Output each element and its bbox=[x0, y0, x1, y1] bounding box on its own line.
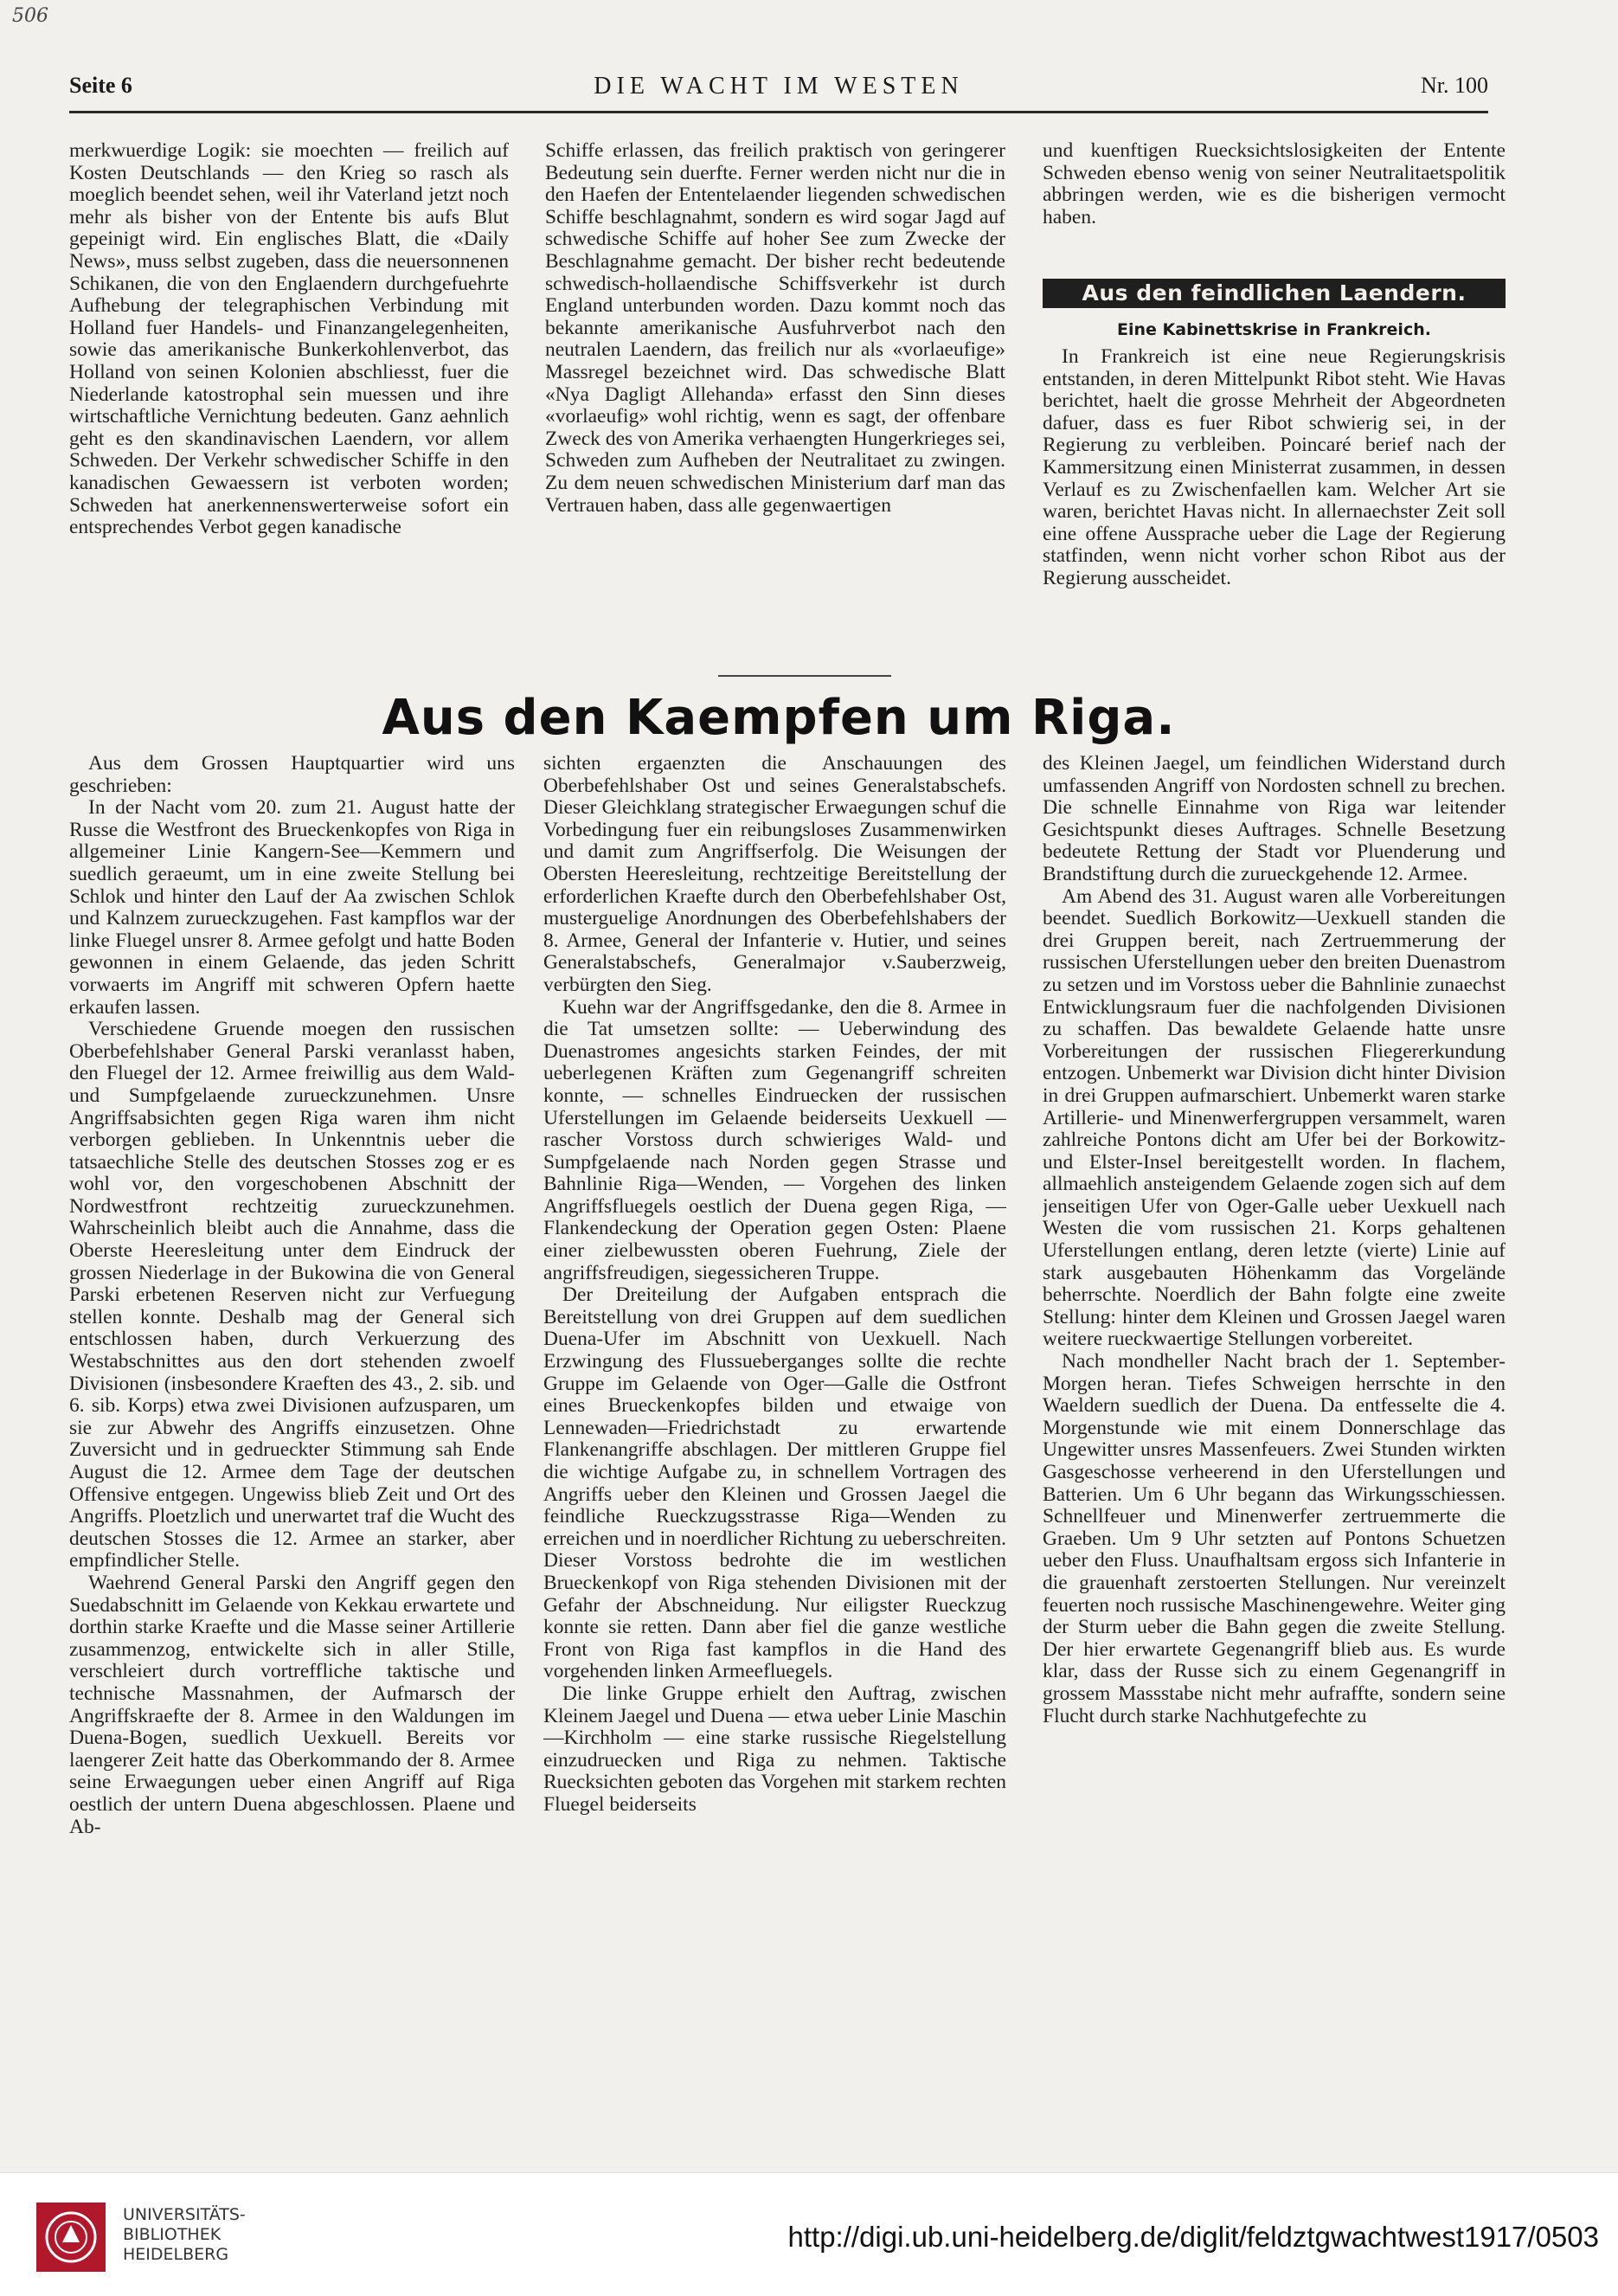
library-name-line: UNIVERSITÄTS- bbox=[123, 2205, 246, 2224]
paragraph: Der Dreiteilung der Aufgaben entsprach die Bereitstellung von drei Gruppen auf dem suedlichen Duena-Ufer im Abschnitt von Uexkuell. Nach Erzwingung des Flussueberganges sollte die rechte Gruppe im Gelaende von Oger—Galle die Ostfront eines Brueckenkopfes bilden und etwaige von Lennewaden—Friedrichstadt zu erwartende Flankenangriffe abschlagen. Der mittleren Gruppe fiel die wichtige Aufgabe zu, in schnellem Vortragen des Angriffs ueber den Kleinen und Grossen Jaegel die feindliche Rueckzugsstrasse Riga—Wenden zu erreichen und in noerdlicher Richtung zu ueberschreiten. Dieser Vorstoss bedrohte die im westlichen Brueckenkopf von Riga stehenden Divisionen mit der Gefahr der Abschneidung. Nur eiligster Rueckzug konnte sie retten. Dann aber fiel die ganze westliche Front von Riga fast kampflos in die Hand des vorgehenden linken Armeefluegels. bbox=[543, 1283, 1006, 1683]
paragraph: Kuehn war der Angriffsgedanke, den die 8. Armee in die Tat umsetzen sollte: — Ueberwindung des Duenastromes angesichts starken Feindes, der mit ueberlegenen Kräften zum Gegenangriff schreiten konnte, — schnelles Eindruecken der russischen Uferstellungen im Gelaende beiderseits Uexkuell — rascher Vorstoss durch schwieriges Wald- und Sumpfgelaende nach Norden gegen Strasse und Bahnlinie Riga—Wenden, — Vorgehen des linken Angriffsfluegels oestlich der Duena gegen Riga, — Flankendeckung der Operation gegen Osten: Plaene einer zielbewussten oberen Fuehrung, Ziele der angriffsfreudigen, siegessicheren Truppe. bbox=[543, 995, 1006, 1284]
paragraph: Die linke Gruppe erhielt den Auftrag, zwischen Kleinem Jaegel und Duena — etwa ueber Linie Maschin—Kirchholm — eine starke russische Riegelstellung einzudruecken und Riga zu nehmen. Taktische Ruecksichten geboten das Vorgehen mit starkem rechten Fluegel beiderseits bbox=[543, 1682, 1006, 1816]
newspaper-title: DIE WACHT IM WESTEN bbox=[594, 73, 964, 100]
paragraph: merkwuerdige Logik: sie moechten — freilich auf Kosten Deutschlands — den Krieg so rasch als moeglich beendet sehen, weil ihr Vaterland jetzt noch mehr als bisher von der Entente bis aufs Blut gepeinigt wird. Ein englisches Blatt, die «Daily News», muss selbst zugeben, dass die neuersonnenen Schikanen, die von den Englaendern durchgefuehrte Aufhebung der telegraphischen Verbindung mit Holland fuer Handels- und Finanzangelegenheiten, sowie das amerikanische Bunkerkohlenverbot, das Holland von seinen Kolonien abschliesst, fuer die Niederlande katostrophal sein muessen und ihre wirtschaftliche Vernichtung bedeuten. Ganz aehnlich geht es den skandinavischen Laendern, vor allem Schweden. Der Verkehr schwedischer Schiffe in den kanadischen Gewaessern ist verboten worden; Schweden hat anerkennenswerterweise sofort ein entsprechendes Verbot gegen kanadische bbox=[69, 140, 509, 539]
source-url-link[interactable]: http://digi.ub.uni-heidelberg.de/diglit/feldztgwachtwest1917/0503 bbox=[787, 2221, 1599, 2253]
section-heading-box: Aus den feindlichen Laendern. bbox=[1043, 279, 1506, 308]
article-column-2 bbox=[543, 753, 1006, 2003]
paragraph: Aus dem Grossen Hauptquartier wird uns geschrieben: bbox=[69, 753, 515, 797]
paragraph: Verschiedene Gruende moegen den russischen Oberbefehlshaber General Parski veranlasst haben, den Fluegel der 12. Armee freiwillig aus dem Wald- und Sumpfgelaende zurueckzunehmen. Unsre Angriffsabsichten gegen Riga waren ihm nicht verborgen geblieben. In Unkenntnis ueber die tatsaechliche Stelle des deutschen Stosses zog er es wohl vor, den vorgeschobenen Abschnitt der Nordwestfront rechtzeitig zurueckzunehmen. Wahrscheinlich bleibt auch die Annahme, dass die Oberste Heeresleitung unter dem Eindruck der grossen Niederlage in der Bukowina die von General Parski erbetenen Reserven nicht zur Verfuegung stellen konnte. Deshalb mag der General sich entschlossen haben, durch Verkuerzung des Westabschnittes aus den dort stehenden zwoelf Divisionen (insbesondere Kraeften des 43., 2. sib. und 6. sib. Korps) etwa zwei Divisionen aufzusparen, um sie zur Abwehr des Angriffs einzusetzen. Ohne Zuversicht und in gedrueckter Stimmung sah Ende August die 12. Armee dem Tage der deutschen Offensive entgegen. Ungewiss blieb Zeit und Ort des Angriffs. Ploetzlich und unerwartet traf die Wucht des deutschen Stosses die 12. Armee an starker, aber empfindlicher Stelle. bbox=[69, 1018, 515, 1572]
page-header bbox=[69, 73, 1488, 107]
header-rule bbox=[69, 111, 1488, 113]
library-name-line: BIBLIOTHEK bbox=[123, 2225, 222, 2244]
paragraph: und kuenftigen Ruecksichtslosigkeiten der Entente Schweden ebenso wenig von seiner Neutralitaetspolitik abbringen werden, wie es die bisherigen vermocht haben. bbox=[1043, 140, 1506, 228]
article-column-1 bbox=[69, 753, 515, 2003]
paragraph: sichten ergaenzten die Anschauungen des Oberbefehlshaber Ost und seines Generalstabschefs. Dieser Gleichklang strategischer Erwaegungen schuf die Vorbedingung fuer ein reibungsloses Zusammenwirken und damit zum Angriffserfolg. Die Weisungen der Obersten Heeresleitung, rechtzeitige Bereitstellung der erforderlichen Kraefte durch den Oberbefehlshaber Ost, musterguelige Anordnungen des Oberbefehlshabers der 8. Armee, General der Infanterie v. Hutier, und seines Generalstabschefs, Generalmajor v.Sauberzweig, verbürgten den Sieg. bbox=[543, 753, 1006, 996]
university-logo-icon bbox=[36, 2203, 106, 2272]
paragraph: In Frankreich ist eine neue Regierungskrisis entstanden, in deren Mittelpunkt Ribot steht. Wie Havas berichtet, haelt die grosse Mehrheit der Abgeordneten dafuer, dass es fuer Ribot schwierig sei, in der Regierung zu verbleiben. Poincaré berief nach der Kammersitzung einen Ministerrat zusammen, in dessen Verlauf es zu Zwischenfaellen kam. Welcher Art sie waren, berichtet Havas nicht. In allernaechster Zeit soll eine offene Aussprache ueber die Lage der Regierung statfinden, wenn nicht vorher schon Ribot aus der Regierung ausscheidet. bbox=[1043, 346, 1506, 589]
issue-number: Nr. 100 bbox=[1421, 73, 1488, 98]
top-column-3-article bbox=[1043, 346, 1506, 665]
paragraph: In der Nacht vom 20. zum 21. August hatte der Russe die Westfront des Brueckenkopfes von Riga in allgemeiner Linie Kangern-See—Kemmern und suedlich geraeumt, um in eine zweite Stellung bei Schlok und hinter den Lauf der Aa zwischen Schlok und Kalnzem zurueckzugehen. Fast kampflos war der linke Fluegel unsrer 8. Armee gefolgt und hatte Boden gewonnen in einem Gelaende, das jeden Schritt vorwaerts im Angriff mit schweren Opfern haette erkaufen lassen. bbox=[69, 796, 515, 1019]
paragraph: Schiffe erlassen, das freilich praktisch von geringerer Bedeutung sein duerfte. Ferner werden nicht nur die in den Haefen der Ententelaender liegenden schwedischen Schiffe beschlagnahmt, sondern es wird sogar Jagd auf schwedische Schiffe auf hoher See zum Zwecke der Beschlagnahme gemacht. Der bisher recht bedeutende schwedisch-hollaendische Schiffsverkehr ist durch England unterbunden worden. Dazu kommt noch das bekannte amerikanische Ausfuhrverbot nach den neutralen Laendern, das freilich nur als «vorlaeufige» Massregel bezeichnet wird. Das schwedische Blatt «Nya Dagligt Allehanda» erfasst den Sinn dieses «vorlaeufig» wohl richtig, wenn es sagt, der offenbare Zweck des von Amerika verhaengten Hungerkrieges sei, Schweden zum Aufheben der Neutralitaet zu zwingen. Zu dem neuen schwedischen Ministerium darf man das Vertrauen haben, dass alle gegenwaertigen bbox=[545, 140, 1005, 517]
top-column-1 bbox=[69, 140, 509, 659]
paragraph: Am Abend des 31. August waren alle Vorbereitungen beendet. Suedlich Borkowitz—Uexkuell standen die drei Gruppen bereit, nach Zertruemmerung der russischen Uferstellungen ueber den breiten Duenastrom zu setzen und im Vorstoss ueber die Bahnlinie zunaechst Entwicklungsraum fuer die nachfolgenden Divisionen zu schaffen. Das bewaldete Gelaende hatte unsre Vorbereitungen der russischen Fliegererkundung entzogen. Unbemerkt war Division dicht hinter Division in drei Gruppen aufmarschiert. Unbemerkt waren starke Artillerie- und Minenwerfergruppen versammelt, waren zahlreiche Pontons dicht am Ufer bei der Borkowitz- und Elster-Insel bereitgestellt worden. In flachem, allmaehlich ansteigendem Gelaende zogen sich auf dem jenseitigen Ufer von Oger-Galle ueber Uexkuell nach Westen die vom russischen 21. Korps gehaltenen Uferstellungen entlang, deren letzte (vierte) Linie auf stark ausgebauten Höhenkamm das Vorgelände beherrschte. Noerdlich der Bahn folgte eine zweite Stellung: hinter dem Kleinen und Grossen Jaegel waren weitere rueckwaertige Stellungen vorbereitet. bbox=[1043, 884, 1506, 1351]
separator-rule bbox=[718, 675, 891, 677]
top-column-2 bbox=[545, 140, 1005, 659]
seal-icon bbox=[36, 2203, 106, 2272]
section-subheading: Eine Kabinettskrise in Frankreich. bbox=[1117, 320, 1431, 339]
library-name bbox=[123, 2205, 331, 2265]
handwritten-page-note: 506 bbox=[12, 5, 48, 27]
library-name-line: HEIDELBERG bbox=[123, 2245, 229, 2264]
paragraph: des Kleinen Jaegel, um feindlichen Widerstand durch umfassenden Angriff von Nordosten schnell zu brechen. Die schnelle Einnahme von Riga war leitender Gesichtspunkt dieses Auftrages. Schnelle Besetzung bedeutete Rettung der Stadt vor Pluenderung und Brandstiftung durch die zurueckgehende 12. Armee. bbox=[1043, 753, 1506, 885]
paragraph: Nach mondheller Nacht brach der 1. September-Morgen heran. Tiefes Schweigen herrschte in den Waeldern suedlich der Duena. Da entfesselte die 4. Morgenstunde wie mit einem Donnerschlage das Ungewitter unsres Massenfeuers. Zwei Stunden wirkten Gasgeschosse verheerend in den Uferstellungen und Batterien. Um 6 Uhr begann das Wirkungsschiessen. Schnellfeuer und Minenwerfer zertruemmerte die Graeben. Um 9 Uhr setzten auf Pontons Schuetzen ueber den Fluss. Unaufhaltsam ergoss sich Infanterie in die grauenhaft zerstoerten Stellungen. Nur vereinzelt feuerten noch russische Maschinengewehre. Weiter ging der Sturm ueber die Bahn gegen die zweite Stellung. Der hier erwartete Gegenangriff blieb aus. Es wurde klar, dass der Russe sich zu einem Gegenangriff in grossem Massstabe nicht mehr aufraffte, sondern seine Flucht durch starke Nachhutgefechte zu bbox=[1043, 1350, 1506, 1727]
top-column-3 bbox=[1043, 140, 1506, 296]
article-column-3 bbox=[1043, 753, 1506, 2003]
page-number: Seite 6 bbox=[69, 73, 132, 98]
paragraph: Waehrend General Parski den Angriff gegen den Suedabschnitt im Gelaende von Kekkau erwartete und dorthin starke Kraefte und die Masse seiner Artillerie zusammenzog, entwickelte sich in aller Stille, verschleiert durch vortreffliche taktische und technische Massnahmen, der Aufmarsch der Angriffskraefte der 8. Armee in den Waldungen im Duena-Bogen, suedlich Uexkuell. Bereits vor laengerer Zeit hatte das Oberkommando der 8. Armee seine Erwaegungen ueber einen Angriff auf Riga oestlich der untern Duena abgeschlossen. Plaene und Ab- bbox=[69, 1571, 515, 1838]
article-title: Aus den Kaempfen um Riga. bbox=[382, 690, 1176, 746]
